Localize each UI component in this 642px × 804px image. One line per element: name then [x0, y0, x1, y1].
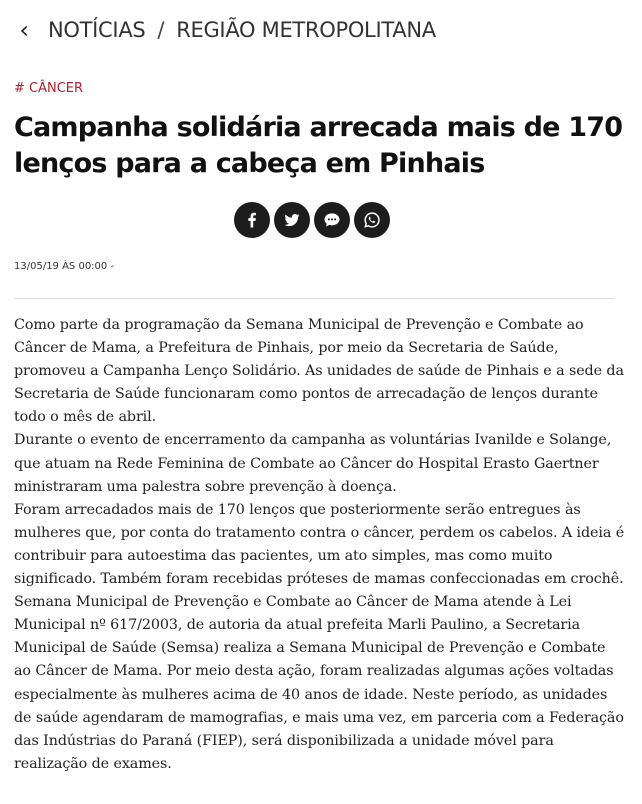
- facebook-share-button[interactable]: [234, 202, 270, 238]
- whatsapp-icon: [362, 210, 382, 230]
- paragraph: Foram arrecadados mais de 170 lenços que posteriormente serão entregues às mulheres que, por conta do tratamento contra o câncer, perdem os cabelos. A ideia é contribuir para autoestima das pacientes, um ato simples, mas como muito significado. Também foram recebidas próteses de mamas confeccionadas em crochê.: [14, 501, 625, 588]
- twitter-share-button[interactable]: [274, 202, 310, 238]
- twitter-icon: [282, 210, 302, 230]
- comment-icon: [322, 210, 342, 230]
- category-tag[interactable]: # CÂNCER: [14, 81, 84, 96]
- article-title: Campanha solidária arrecada mais de 170 lenços para a cabeça em Pinhais: [14, 112, 623, 179]
- paragraph: Durante o evento de encerramento da campanha as voluntárias Ivanilde e Solange, que atuam na Rede Feminina de Combate ao Câncer do Hospital Erasto Gaertner ministraram uma palestra sobre prevenção à doença.: [14, 432, 612, 495]
- breadcrumb-item-regiao-metropolitana[interactable]: REGIÃO METROPOLITANA: [176, 18, 436, 42]
- share-buttons: [234, 202, 390, 238]
- comment-share-button[interactable]: [314, 202, 350, 238]
- publish-date: 13/05/19 ÀS 00:00 -: [14, 261, 115, 272]
- breadcrumb-item-noticias[interactable]: NOTÍCIAS: [48, 18, 146, 42]
- paragraph: Como parte da programação da Semana Municipal de Prevenção e Combate ao Câncer de Mama, a Prefeitura de Pinhais, por meio da Secretaria de Saúde, promoveu a Campanha Lenço Solidário. As unidades de saúde de Pinhais e a sede da Secretaria de Saúde funcionaram como pontos de arrecadação de lenços durante todo o mês de abril.: [14, 317, 624, 426]
- breadcrumb-separator: /: [157, 18, 165, 42]
- facebook-icon: [242, 210, 262, 230]
- back-chevron-icon[interactable]: ‹: [19, 16, 29, 44]
- paragraph: Semana Municipal de Prevenção e Combate ao Câncer de Mama atende à Lei Municipal nº 617/2003, de autoria da atual prefeita Marli Paulino, a Secretaria Municipal de Saúde (Semsa) realiza a Semana Municipal de Prevenção e Combate ao Câncer de Mama. Por meio desta ação, foram realizadas algumas ações voltadas especialmente às mulheres acima de 40 anos de idade. Neste período, as unidades de saúde agendaram de mamografias, e mais uma vez, em parceria com a Federação das Indústrias do Paraná (FIEP), será disponibilizada a unidade móvel para realização de exames.: [14, 594, 624, 772]
- divider: [14, 298, 614, 299]
- article-body: [14, 314, 626, 776]
- breadcrumb: [0, 0, 642, 60]
- whatsapp-share-button[interactable]: [354, 202, 390, 238]
